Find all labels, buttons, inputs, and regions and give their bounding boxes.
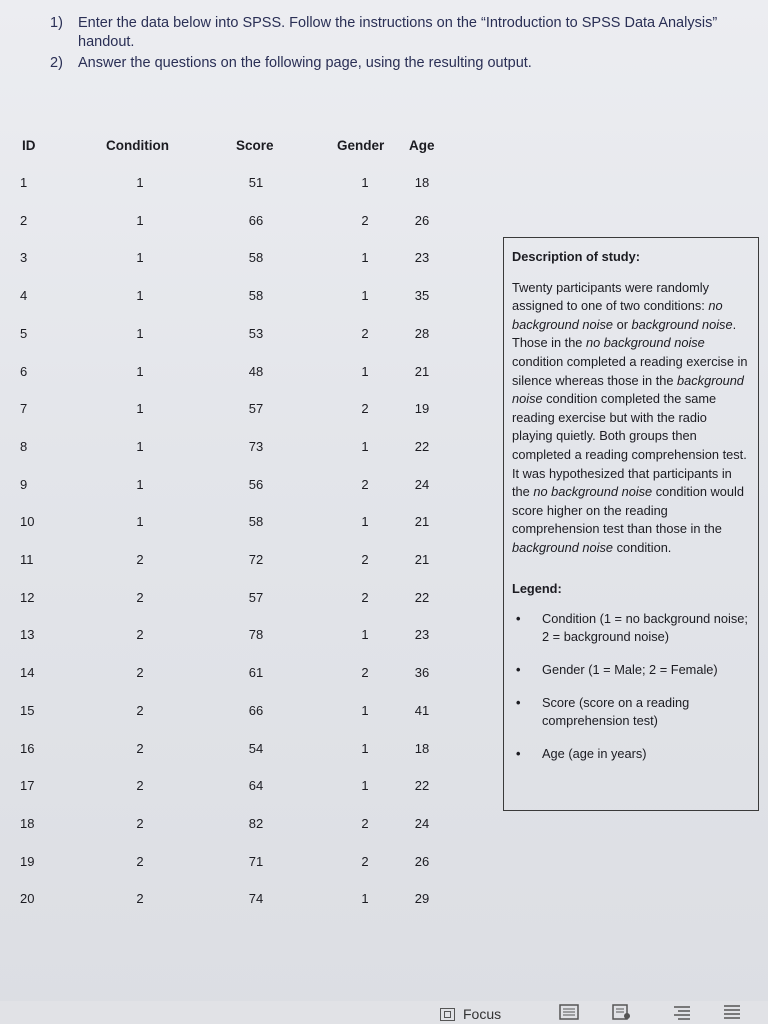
cell-age: 22 [414, 778, 430, 794]
cell-condition: 1 [136, 401, 144, 417]
cell-gender: 1 [361, 175, 369, 190]
cell-condition: 2 [136, 740, 144, 756]
cell-condition: 1 [136, 250, 144, 266]
cell-gender: 1 [361, 438, 369, 454]
instruction-number: 2) [50, 55, 63, 71]
cell-age: 18 [414, 740, 430, 756]
cell-age: 26 [414, 212, 430, 228]
cell-id: 18 [20, 815, 35, 831]
cell-age: 24 [414, 815, 430, 831]
header-condition: Condition [106, 138, 169, 153]
focus-mode-button[interactable] [440, 1006, 501, 1022]
cell-id: 6 [20, 363, 28, 379]
cell-gender: 2 [361, 212, 369, 228]
cell-gender: 2 [361, 552, 369, 567]
legend-title: Legend: [512, 580, 562, 596]
cell-gender: 1 [361, 702, 369, 718]
cell-gender: 2 [361, 665, 369, 681]
description-italic: background noise [631, 316, 733, 332]
description-segment: Twenty participants were randomly assigned to one of two conditions: [512, 279, 710, 314]
cell-age: 23 [414, 250, 430, 266]
cell-id: 3 [20, 250, 28, 266]
cell-age: 36 [414, 665, 430, 681]
cell-condition: 1 [136, 438, 144, 454]
cell-id: 4 [20, 288, 28, 304]
cell-score: 71 [248, 853, 264, 869]
cell-score: 66 [248, 702, 264, 718]
cell-score: 66 [248, 212, 264, 228]
cell-condition: 1 [136, 363, 144, 379]
cell-id: 9 [20, 476, 28, 492]
cell-age: 19 [414, 401, 430, 417]
description-segment: condition. [613, 539, 672, 555]
cell-age: 26 [414, 853, 430, 869]
cell-age: 35 [414, 288, 430, 304]
cell-condition: 1 [136, 514, 144, 530]
cell-score: 58 [248, 288, 264, 304]
cell-id: 7 [20, 401, 28, 417]
cell-gender: 2 [361, 853, 369, 869]
cell-gender: 1 [361, 514, 369, 530]
cell-age: 41 [414, 702, 430, 718]
cell-condition: 2 [136, 589, 144, 605]
cell-score: 48 [248, 363, 264, 379]
cell-id: 8 [20, 438, 28, 454]
header-age: Age [409, 138, 435, 153]
cell-id: 17 [20, 778, 35, 794]
cell-id: 12 [20, 589, 35, 605]
legend-item: • Condition (1 = no background noise; 2 = background noise) [512, 610, 750, 646]
instruction-item [50, 14, 750, 52]
cell-gender: 1 [361, 778, 369, 794]
cell-gender: 2 [361, 325, 369, 341]
cell-gender: 2 [361, 815, 369, 831]
print-layout-icon[interactable] [612, 1004, 632, 1020]
cell-id: 11 [20, 552, 34, 567]
cell-condition: 2 [136, 853, 144, 869]
description-segment: . Those in the [512, 316, 737, 351]
header-id: ID [22, 138, 36, 153]
description-segment: or [613, 316, 632, 332]
description-title: Description of study: [512, 249, 640, 264]
description-box [503, 237, 759, 811]
cell-score: 57 [248, 401, 264, 417]
cell-condition: 2 [136, 815, 144, 831]
cell-id: 1 [20, 175, 28, 190]
cell-id: 13 [20, 627, 35, 643]
cell-condition: 2 [136, 552, 144, 567]
status-bar [0, 1001, 768, 1024]
cell-id: 20 [20, 891, 35, 907]
read-mode-icon[interactable] [559, 1004, 579, 1020]
cell-gender: 1 [361, 627, 369, 643]
cell-gender: 2 [361, 401, 369, 417]
cell-age: 21 [414, 363, 430, 379]
cell-condition: 2 [136, 778, 144, 794]
header-gender: Gender [337, 138, 385, 153]
description-italic: background noise [512, 539, 614, 555]
cell-age: 29 [414, 891, 430, 907]
cell-id: 5 [20, 325, 28, 341]
cell-gender: 2 [361, 476, 369, 492]
web-layout-icon[interactable] [672, 1004, 692, 1020]
instruction-text: Answer the questions on the following page, using the resulting output. [78, 55, 532, 71]
description-italic: no background noise [512, 298, 723, 332]
legend-list [512, 610, 750, 763]
cell-condition: 2 [136, 891, 144, 907]
cell-age: 21 [414, 514, 430, 530]
cell-id: 15 [20, 702, 35, 718]
cell-condition: 2 [136, 665, 144, 681]
description-italic: background noise [512, 372, 744, 407]
cell-age: 28 [414, 325, 430, 341]
focus-label: Focus [463, 1006, 502, 1022]
cell-age: 22 [414, 589, 430, 605]
cell-age: 24 [414, 476, 430, 492]
cell-score: 74 [248, 891, 264, 907]
cell-score: 54 [248, 740, 264, 756]
description-text [512, 279, 750, 558]
cell-score: 72 [248, 552, 264, 567]
cell-condition: 2 [136, 627, 144, 643]
description-segment: condition completed the same reading exercise but with the radio playing quietly. Both groups then completed a reading comprehension test. It was hypothesized that participants in the [512, 391, 747, 500]
instructions [50, 14, 750, 75]
cell-score: 82 [248, 815, 264, 831]
description-segment: condition would score higher on the reading comprehension test than those in the [512, 484, 744, 537]
description-segment: condition completed a reading exercise in silence whereas those in the [512, 353, 748, 388]
cell-id: 19 [20, 853, 35, 869]
description-italic: no background noise [585, 335, 705, 351]
cell-age: 23 [414, 627, 430, 643]
cell-id: 2 [20, 212, 28, 228]
cell-score: 58 [248, 250, 264, 266]
cell-age: 21 [414, 552, 430, 567]
cell-score: 61 [248, 665, 264, 681]
legend-item: • Gender (1 = Male; 2 = Female) [512, 661, 750, 679]
instruction-text: Enter the data below into SPSS. Follow the instructions on the “Introduction to SPSS Data Analysis” handout. [78, 15, 718, 50]
cell-gender: 1 [361, 250, 369, 266]
cell-id: 14 [20, 665, 35, 681]
instruction-item [50, 54, 750, 73]
cell-gender: 2 [361, 589, 369, 605]
cell-score: 53 [248, 325, 264, 341]
header-score: Score [236, 138, 274, 153]
legend-item: • Score (score on a reading comprehension test) [512, 694, 750, 730]
cell-condition: 1 [136, 288, 144, 304]
cell-gender: 1 [361, 891, 369, 907]
cell-condition: 1 [136, 325, 144, 341]
cell-condition: 2 [136, 702, 144, 718]
cell-score: 78 [248, 627, 264, 643]
outline-view-icon[interactable] [722, 1004, 742, 1020]
cell-score: 73 [248, 438, 264, 454]
cell-gender: 1 [361, 363, 369, 379]
instruction-number: 1) [50, 15, 63, 31]
cell-age: 18 [414, 175, 430, 190]
description-italic: no background noise [533, 484, 653, 500]
cell-condition: 1 [136, 476, 144, 492]
focus-icon [440, 1008, 455, 1021]
cell-condition: 1 [136, 212, 144, 228]
cell-age: 22 [414, 438, 430, 454]
cell-gender: 1 [361, 740, 369, 756]
cell-id: 16 [20, 740, 35, 756]
cell-score: 58 [248, 514, 264, 530]
cell-score: 64 [248, 778, 264, 794]
cell-score: 57 [248, 589, 264, 605]
cell-gender: 1 [361, 288, 369, 304]
cell-score: 56 [248, 476, 264, 492]
legend-item: • Age (age in years) [512, 745, 750, 763]
cell-id: 10 [20, 514, 35, 530]
cell-condition: 1 [136, 175, 144, 190]
cell-score: 51 [248, 175, 264, 190]
